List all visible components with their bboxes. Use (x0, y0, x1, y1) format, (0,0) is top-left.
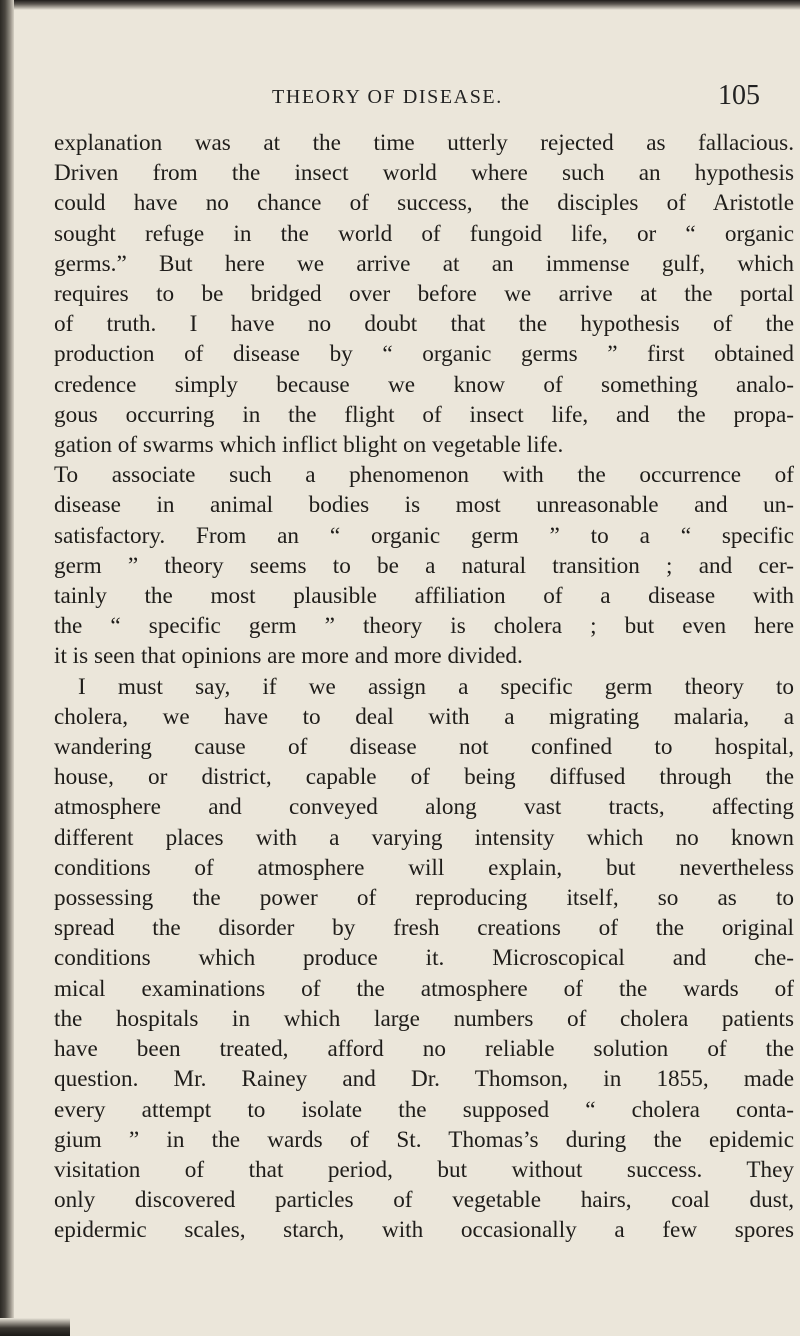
text-line: gium ” in the wards of St. Thomas’s during the epidemic (54, 1126, 794, 1153)
text-line: spread the disorder by fresh creations of the original (54, 915, 794, 942)
text-line: production of disease by “ organic germs ” first obtained (54, 341, 794, 368)
text-line: possessing the power of reproducing itself, so as to (54, 885, 794, 912)
text-line: conditions of atmosphere will explain, but nevertheless (54, 854, 794, 881)
running-title: THEORY OF DISEASE. (272, 86, 503, 108)
text-line: To associate such a phenomenon with the occurrence of (54, 462, 794, 489)
text-line: I must say, if we assign a specific germ theory to (78, 673, 794, 700)
text-line: disease in animal bodies is most unreasonable and un- (54, 492, 794, 519)
text-line: the hospitals in which large numbers of cholera patients (54, 1005, 794, 1032)
text-line: have been treated, afford no reliable solution of the (54, 1036, 794, 1063)
text-line: requires to be bridged over before we arrive at the portal (54, 281, 794, 308)
text-line: house, or district, capable of being diffused through the (54, 764, 794, 791)
text-line: mical examinations of the atmosphere of the wards of (54, 975, 794, 1002)
text-line: of truth. I have no doubt that the hypothesis of the (54, 311, 794, 338)
text-line: gous occurring in the flight of insect life, and the propa- (54, 401, 794, 428)
page-top-edge (0, 0, 800, 10)
text-line: epidermic scales, starch, with occasionally a few spores (54, 1217, 794, 1244)
text-line: germ ” theory seems to be a natural transition ; and cer- (54, 552, 794, 579)
text-line: only discovered particles of vegetable hairs, coal dust, (54, 1187, 794, 1214)
text-line: sought refuge in the world of fungoid life, or “ organic (54, 220, 794, 247)
page-header (0, 80, 800, 122)
text-line: every attempt to isolate the supposed “ cholera conta- (54, 1096, 794, 1123)
text-line: question. Mr. Rainey and Dr. Thomson, in 1855, made (54, 1066, 794, 1093)
text-line: conditions which produce it. Microscopical and che- (54, 945, 794, 972)
text-line: different places with a varying intensity which no known (54, 824, 794, 851)
text-line: wandering cause of disease not confined to hospital, (54, 734, 794, 761)
text-line: gation of swarms which inflict blight on vegetable life. (54, 432, 564, 459)
text-line: satisfactory. From an “ organic germ ” to a “ specific (54, 522, 794, 549)
text-line: atmosphere and conveyed along vast tracts, affecting (54, 794, 794, 821)
text-line: cholera, we have to deal with a migrating malaria, a (54, 703, 794, 730)
text-line: Driven from the insect world where such an hypothesis (54, 160, 794, 187)
text-line: credence simply because we know of something analo- (54, 371, 794, 398)
text-line: the “ specific germ ” theory is cholera ; but even here (54, 613, 794, 640)
text-line: germs.” But here we arrive at an immense gulf, which (54, 250, 794, 277)
text-line: visitation of that period, but without success. They (54, 1156, 794, 1183)
text-line: could have no chance of success, the disciples of Aristotle (54, 190, 794, 217)
book-spine-shadow (0, 0, 14, 1336)
text-line: it is seen that opinions are more and more divided. (54, 643, 523, 670)
page-number: 105 (718, 80, 760, 111)
page-bottom-corner-shadow (0, 1318, 70, 1336)
text-line: explanation was at the time utterly rejected as fallacious. (54, 130, 794, 156)
body-text (54, 128, 794, 1246)
text-line: tainly the most plausible affiliation of a disease with (54, 583, 794, 610)
